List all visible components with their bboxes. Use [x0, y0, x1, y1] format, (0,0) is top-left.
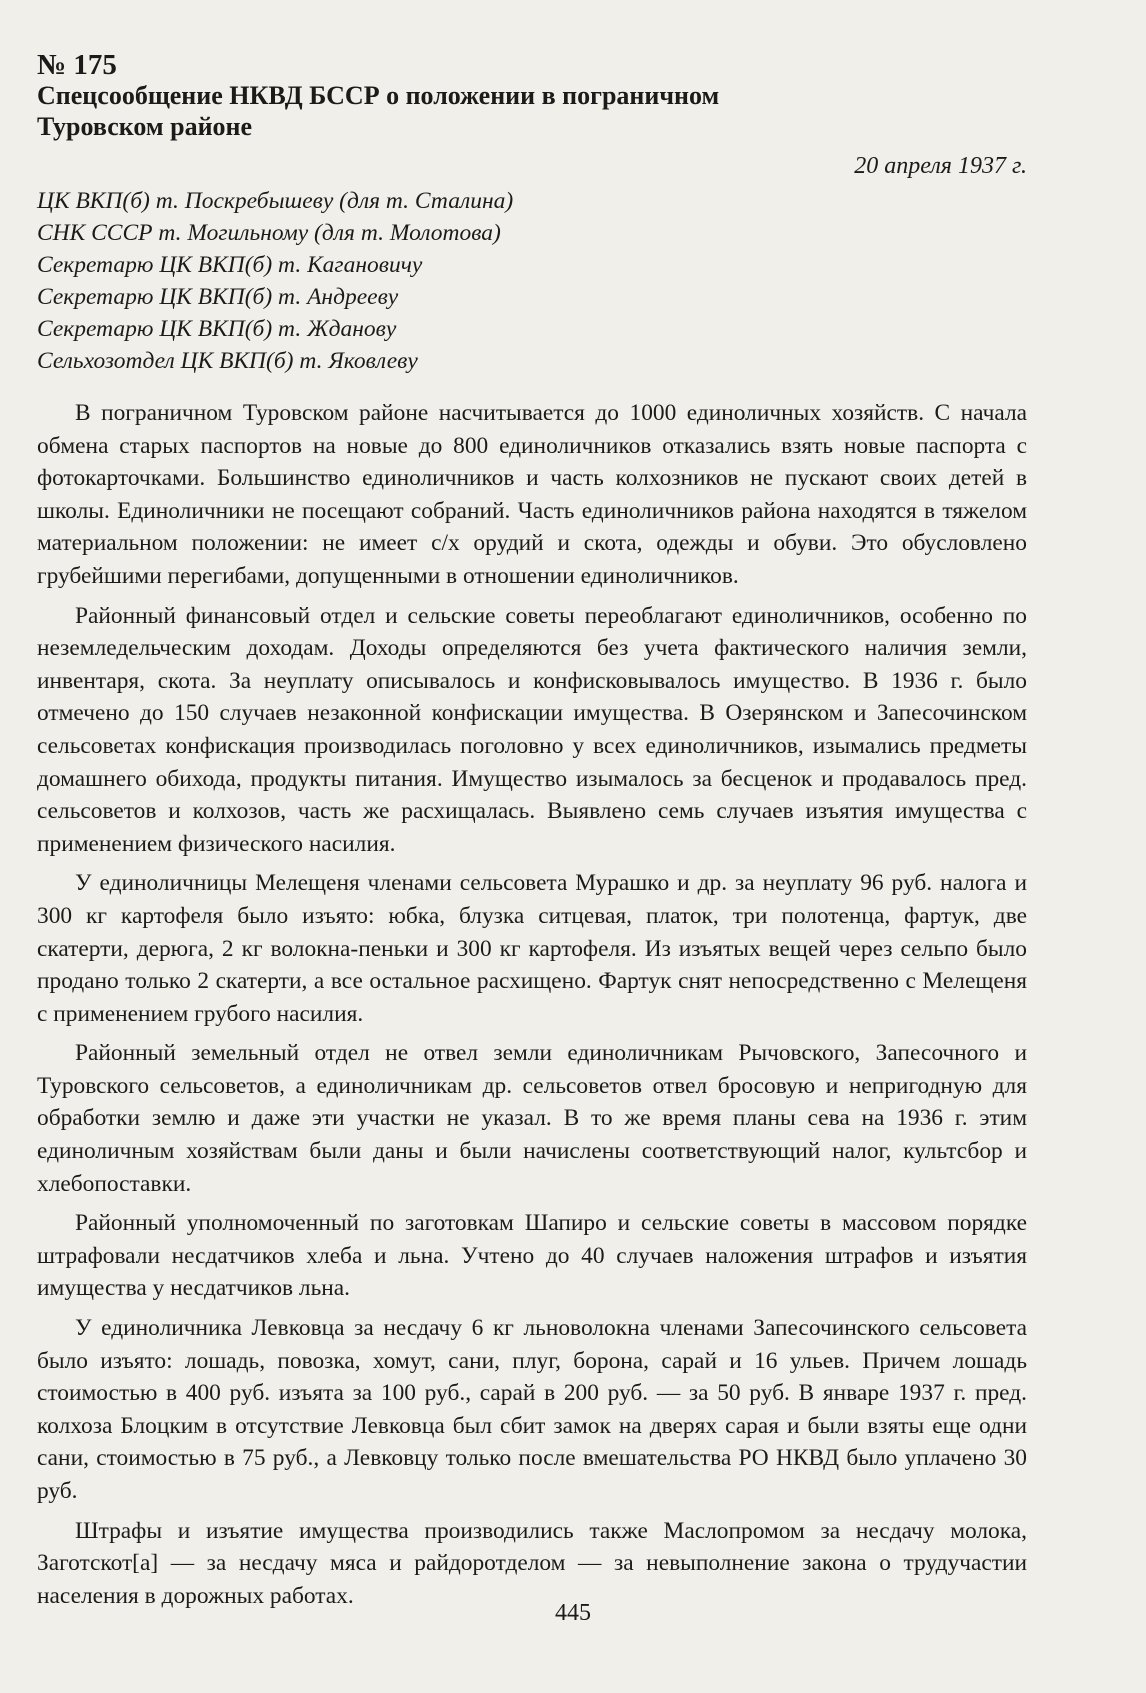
body-paragraph: Районный уполномоченный по заготовкам Шапиро и сельские советы в массовом порядке штрафовали несдатчиков хлеба и льна. Учтено до 40 случаев наложения штрафов и изъятия имущества у несдатчиков льна.	[37, 1210, 1027, 1302]
document-date: 20 апреля 1937 г.	[854, 153, 1027, 179]
body-paragraph: Районный финансовый отдел и сельские советы переоблагают единоличников, особенно по неземледельческим доходам. Доходы определяются без учета фактического наличия земли, инвентаря, скота. За неуплату описывалось и конфисковывалось имущество. В 1936 г. было отмечено до 150 случаев незаконной конфискации имущества. В Озерянском и Запесочинском сельсоветах конфискация производилась поголовно у всех единоличников, изымались предметы домашнего обихода, продукты питания. Имущество изымалось за бесценок и продавалось пред. сельсоветов и колхозов, часть же расхищалась. Выявлено семь случаев изъятия имущества с применением физического насилия.	[37, 602, 1027, 857]
body-paragraph: У единоличника Левковца за несдачу 6 кг льноволокна членами Запесочинского сельсовета было изъято: лошадь, повозка, хомут, сани, плуг, борона, сарай и 16 ульев. Причем лошадь стоимостью в 400 руб. изъята за 100 руб., сарай в 200 руб. — за 50 руб. В январе 1937 г. пред. колхоза Блоцким в отсутствие Левковца был сбит замок на дверях сарая и были взяты еще одни сани, стоимостью в 75 руб., а Левковцу только после вмешательства РО НКВД было уплачено 30 руб.	[37, 1315, 1027, 1504]
document-title-line-1: Спецсообщение НКВД БССР о положении в пограничном	[37, 81, 720, 110]
body-paragraph: Районный земельный отдел не отвел земли единоличникам Рычовского, Запесочного и Туровского сельсоветов, а единоличникам др. сельсоветов отвел бросовую и непригодную для обработки землю и даже эти участки не указал. В то же время планы сева на 1936 г. этим единоличным хозяйствам были даны и были начислены соответствующий налог, культсбор и хлебопоставки.	[37, 1040, 1027, 1197]
body-paragraph: Штрафы и изъятие имущества производились также Маслопромом за несдачу молока, Заготскот[а] — за несдачу мяса и райдоротделом — за невыполнение закона о трудучастии населения в дорожных работах.	[37, 1517, 1027, 1609]
document-number: № 175	[37, 49, 117, 81]
recipient: Сельхозотдел ЦК ВКП(б) т. Яковлеву	[37, 348, 418, 374]
recipient: СНК СССР т. Могильному (для т. Молотова)	[37, 220, 501, 246]
recipient: ЦК ВКП(б) т. Поскребышеву (для т. Сталина)	[37, 188, 514, 214]
document-page	[37, 50, 1027, 1619]
document-title-line-2: Туровском районе	[37, 112, 253, 141]
document-body	[37, 397, 1027, 1612]
recipient: Секретарю ЦК ВКП(б) т. Жданову	[37, 316, 397, 342]
page-number: 445	[555, 1600, 591, 1626]
body-paragraph: У единоличницы Мелещеня членами сельсовета Мурашко и др. за неуплату 96 руб. налога и 300 кг картофеля было изъято: юбка, блузка ситцевая, платок, три полотенца, фартук, две скатерти, дерюга, 2 кг волокна-пеньки и 300 кг картофеля. Из изъятых вещей через сельпо было продано только 2 скатерти, а все остальное расхищено. Фартук снят непосредственно с Мелещеня с применением грубого насилия.	[37, 870, 1027, 1027]
recipients-list	[37, 185, 1027, 377]
recipient: Секретарю ЦК ВКП(б) т. Андрееву	[37, 284, 399, 310]
recipient: Секретарю ЦК ВКП(б) т. Кагановичу	[37, 252, 423, 278]
body-paragraph: В пограничном Туровском районе насчитывается до 1000 единоличных хозяйств. С начала обмена старых паспортов на новые до 800 единоличников отказались взять новые паспорта с фотокарточками. Большинство единоличников и часть колхозников не пускают своих детей в школы. Единоличники не посещают собраний. Часть единоличников района находятся в тяжелом материальном положении: не имеет с/х орудий и скота, одежды и обуви. Это обусловлено грубейшими перегибами, допущенными в отношении единоличников.	[37, 400, 1027, 589]
